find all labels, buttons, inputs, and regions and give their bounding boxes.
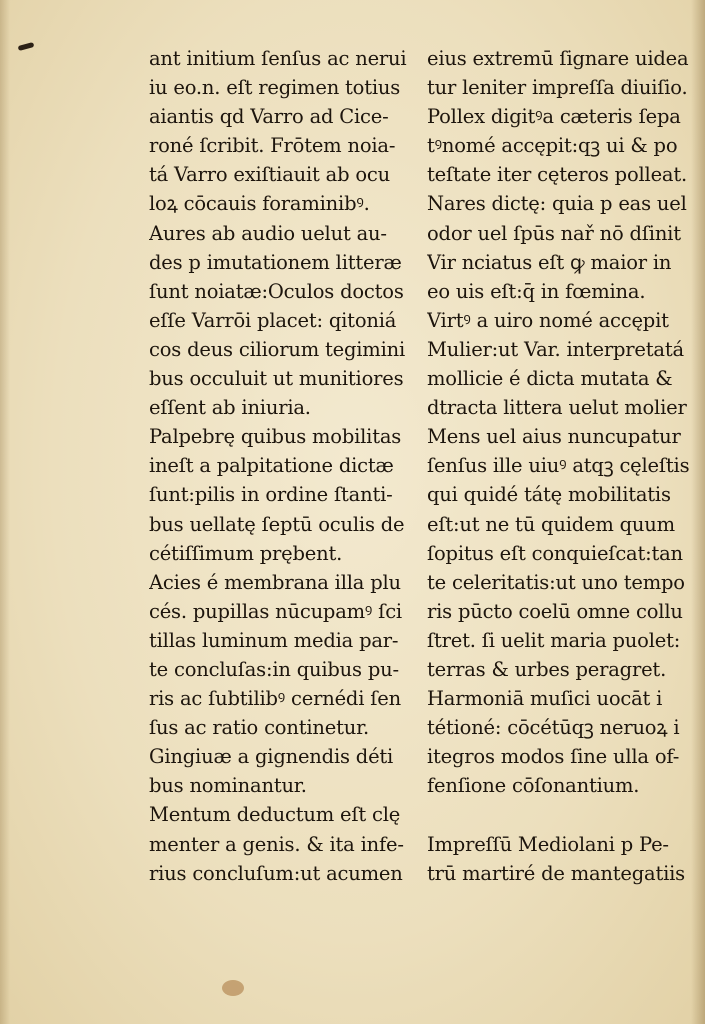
text-line: ſus ac ratio continetur. — [149, 716, 370, 740]
text-line: cés. pupillas nūcupamꝰ ſci — [149, 599, 402, 623]
text-line: aiantis qd Varro ad Cice- — [149, 105, 389, 129]
text-line: ineſt a palpitatione dictæ — [149, 454, 394, 478]
text-line: qui quidé tátę mobilitatis — [427, 483, 671, 507]
text-line: itegros modos ſine ulla of- — [427, 745, 680, 769]
text-line: Mulier:ut Var. interpretatá — [427, 337, 684, 361]
text-line: Aures ab audio uelut au- — [149, 221, 387, 245]
text-line: te concluſas:in quibus pu- — [149, 657, 399, 681]
text-line: dtracta littera uelut molier — [427, 396, 687, 420]
text-line: menter a genis. & ita infe- — [149, 832, 404, 856]
text-line: bus nominantur. — [149, 774, 307, 798]
text-line: tur leniter impreſſa diuiſio. — [427, 76, 688, 100]
text-line: terras & urbes peragret. — [427, 657, 667, 681]
paper-stain — [222, 980, 244, 996]
text-line: ris pūcto coelū omne collu — [427, 599, 683, 623]
left-text-column — [149, 44, 421, 888]
text-line: cos deus ciliorum tegimini — [149, 337, 406, 361]
page-left-edge — [0, 0, 10, 1024]
text-line: ſunt:pilis in ordine ſtanti- — [149, 483, 393, 507]
text-line: tétioné: cōcétūqꝫ neruoꝝ i — [427, 716, 680, 740]
text-line: Virtꝰ a uiro nomé accępit — [427, 308, 669, 332]
text-line: rius concluſum:ut acumen — [149, 861, 403, 885]
text-line: teſtate iter cęteros polleat. — [427, 163, 687, 187]
text-line: Mens uel aius nuncupatur — [427, 425, 681, 449]
text-line: bus uellatę ſeptū oculis de — [149, 512, 405, 536]
text-line: Gingiuæ a gignendis déti — [149, 745, 394, 769]
text-line: ſopitus eſt conquieſcat:tan — [427, 541, 683, 565]
right-text-column — [427, 44, 691, 888]
text-line: ſunt noiatæ:Oculos doctos — [149, 279, 404, 303]
text-line: cétiſſimum prębent. — [149, 541, 343, 565]
text-line: fenſione cōſonantium. — [427, 774, 640, 798]
text-line: ant initium ſenſus ac nerui — [149, 47, 407, 70]
text-line: Mentum deductum eſt clę — [149, 803, 401, 827]
text-line: tꝰnomé accępit:qꝫ ui & po — [427, 134, 678, 158]
text-line: mollicie é dicta mutata & — [427, 367, 673, 391]
text-line: eius extremū ſignare uidea — [427, 47, 689, 70]
text-line: Acies é membrana illa plu — [149, 570, 401, 594]
text-line: ris ac ſubtilibꝰ cernédi ſen — [149, 687, 401, 711]
column-gap — [427, 800, 691, 829]
text-line: roné ſcribit. Frōtem noia- — [149, 134, 396, 158]
text-line: Pollex digitꝰa cæteris ſepa — [427, 105, 681, 129]
text-line: Vir nciatus eſt ꝙ maior in — [427, 250, 672, 274]
text-line: ſtret. ſi uelit maria puolet: — [427, 628, 681, 652]
text-line: trū martiré de mantegatiis — [427, 861, 685, 885]
text-line: tillas luminum media par- — [149, 628, 399, 652]
text-line: tá Varro exiſtiauit ab ocu — [149, 163, 391, 187]
text-line: eſſent ab iniuria. — [149, 396, 311, 420]
text-line: Nares dictę: quia p eas uel — [427, 192, 687, 216]
page-right-edge — [691, 0, 705, 1024]
text-line: Harmoniā muſici uocāt i — [427, 687, 663, 711]
text-line: loꝝ cōcauis foraminibꝰ. — [149, 192, 370, 216]
text-line: eſſe Varrōi placet: qitoniá — [149, 308, 397, 332]
text-line: bus occuluit ut munitiores — [149, 367, 404, 391]
text-line: te celeritatis:ut uno tempo — [427, 570, 685, 594]
text-line: des p imutationem litteræ — [149, 250, 402, 274]
text-line: eſt:ut ne tū quidem quum — [427, 512, 675, 536]
text-line: odor uel ſpūs nař nō dſinit — [427, 221, 681, 245]
text-line: Impreſſū Mediolani p Pe- — [427, 832, 669, 856]
text-line: eo uis eſt:q̄ in fœmina. — [427, 279, 646, 303]
text-line: Palpebrę quibus mobilitas — [149, 425, 402, 449]
text-line: iu eo.n. eſt regimen totius — [149, 76, 401, 100]
ink-mark — [18, 42, 35, 51]
text-line: ſenſus ille uiuꝰ atqꝫ cęleſtis — [427, 454, 690, 478]
